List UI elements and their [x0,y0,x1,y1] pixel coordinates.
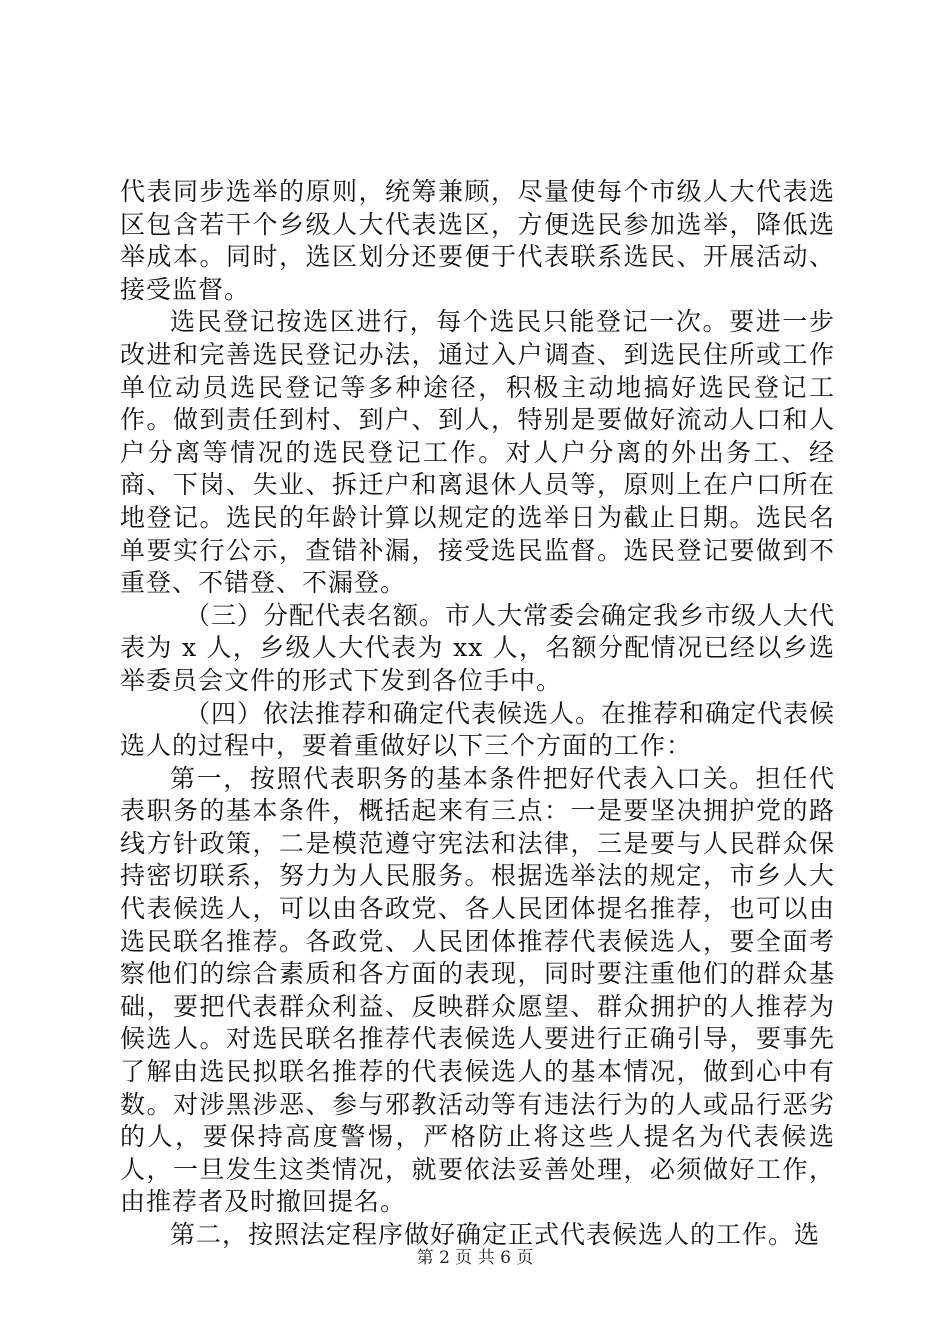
paragraph-second-point: 第二，按照法定程序做好确定正式代表候选人的工作。选 [170,1220,821,1249]
paragraph-first-point: 第一，按照代表职务的基本条件把好代表入口关。担任代表职务的基本条件，概括起来有三点：一是要坚决拥护党的路线方针政策，二是模范遵守宪法和法律，三是要与人民群众保持密切联系，努力为人民服务。根据选举法的规定，市乡人大代表候选人，可以由各政党、各人民团体提名推荐，也可以由选民联名推荐。各政党、人民团体推荐代表候选人，要全面考察他们的综合素质和各方面的表现，同时要注重他们的群众基础，要把代表群众利益、反映群众愿望、群众拥护的人推荐为候选人。对选民联名推荐代表候选人要进行正确引导，要事先了解由选民拟联名推荐的代表候选人的基本情况，做到心中有数。对涉黑涉恶、参与邪教活动等有违法行为的人或品行恶劣的人，要保持高度警惕，严格防止将这些人提名为代表候选人，一旦发生这类情况，就要依法妥善处理，必须做好工作，由推荐者及时撤回提名。 [120,763,835,1217]
paragraph-continuation: 代表同步选举的原则，统筹兼顾，尽量使每个市级人大代表选区包含若干个乡级人大代表选区，方便选民参加选举，降低选举成本。同时，选区划分还要便于代表联系选民、开展活动、接受监督。 [120,177,835,304]
paragraph-section-three: （三）分配代表名额。市人大常委会确定我乡市级人大代表为 x 人，乡级人大代表为 xx 人，名额分配情况已经以乡选举委员会文件的形式下发到各位手中。 [120,600,836,695]
paragraph-section-four: （四）依法推荐和确定代表候选人。在推荐和确定代表候选人的过程中，要着重做好以下三个方面的工作： [120,698,836,761]
paragraph-voter-registration: 选民登记按选区进行，每个选民只能登记一次。要进一步改进和完善选民登记办法，通过入户调查、到选民住所或工作单位动员选民登记等多种途径，积极主动地搞好选民登记工作。做到责任到村、到户、到人，特别是要做好流动人口和人户分离等情况的选民登记工作。对人户分离的外出务工、经商、下岗、失业、拆迁户和离退休人员等，原则上在户口所在地登记。选民的年龄计算以规定的选举日为截止日期。选民名单要实行公示，查错补漏，接受选民监督。选民登记要做到不重登、不错登、不漏登。 [120,307,835,598]
page-number-footer: 第 2 页 共 6 页 [416,1248,534,1268]
document-body [120,176,835,1252]
